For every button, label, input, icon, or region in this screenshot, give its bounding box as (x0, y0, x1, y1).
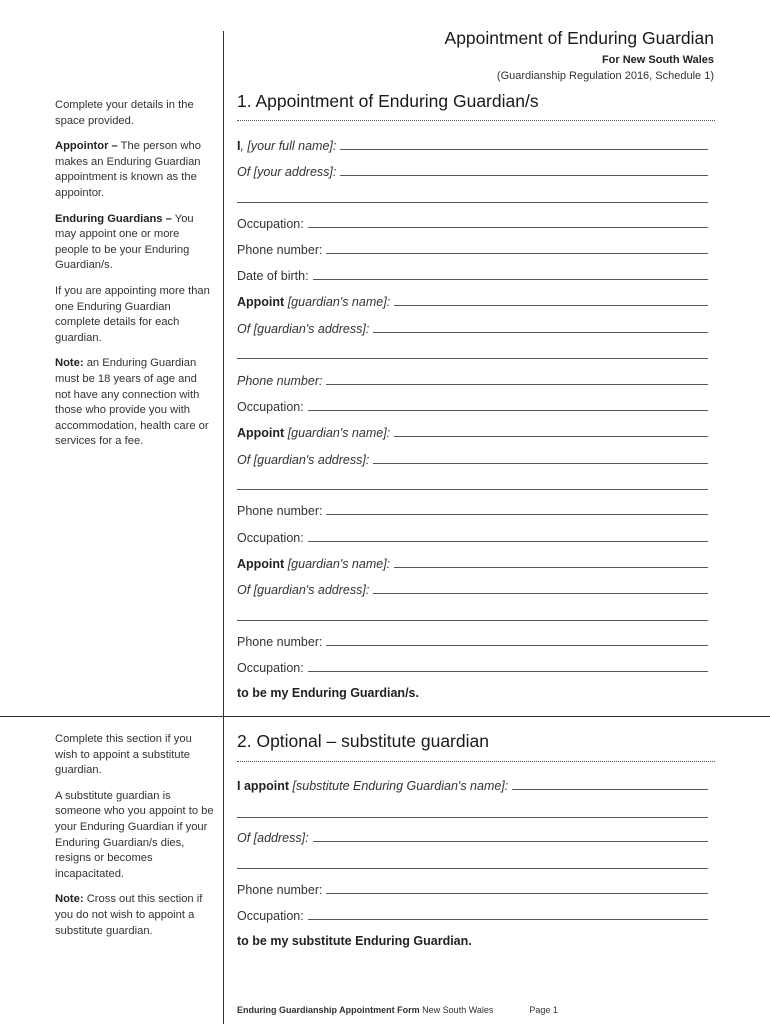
guardian-3-address-field[interactable]: Of [guardian's address]: (237, 580, 708, 597)
occupation-field[interactable]: Occupation: (237, 214, 708, 231)
substitute-phone-field[interactable]: Phone number: (237, 880, 708, 897)
sidebar-appointor: Appointor – The person who makes an Enduring Guardian appointment is known as the appointor. (55, 140, 201, 199)
form-header (445, 28, 714, 82)
your-address-field[interactable]: Of [your address]: (237, 162, 708, 179)
sidebar-2-note: Note: Cross out this section if you do not wish to appoint a substitute guardian. (55, 893, 203, 937)
guardian-3-occupation-field[interactable]: Occupation: (237, 658, 708, 675)
guardian-3-phone-field[interactable]: Phone number: (237, 632, 708, 649)
section-1-rule (237, 120, 715, 121)
substitute-address-field[interactable]: Of [address]: (237, 828, 708, 845)
guardian-3-name-field[interactable]: Appoint [guardian's name]: (237, 554, 708, 571)
section-divider (0, 716, 770, 717)
guardian-2-phone-field[interactable]: Phone number: (237, 501, 708, 518)
guardian-1-name-field[interactable]: Appoint [guardian's name]: (237, 292, 708, 309)
guardian-2-name-field[interactable]: Appoint [guardian's name]: (237, 423, 708, 440)
section-2-title: 2. Optional – substitute guardian (237, 731, 489, 751)
sidebar-2-desc: A substitute guardian is someone who you appoint to be your Enduring Guardian if your Enduring Guardian/s dies, resigns or becomes incapacitated. (55, 789, 214, 880)
sidebar-multiple: If you are appointing more than one Enduring Guardian complete details for each guardian. (55, 284, 210, 344)
guardian-1-address-line-2[interactable] (237, 358, 708, 359)
phone-field[interactable]: Phone number: (237, 240, 708, 257)
page-footer (237, 1005, 558, 1015)
footer-state: New South Wales (419, 1005, 494, 1015)
guardian-2-address-field[interactable]: Of [guardian's address]: (237, 450, 708, 467)
column-divider (223, 31, 224, 1024)
full-name-field[interactable]: I, [your full name]: (237, 136, 708, 153)
guardian-2-address-line-2[interactable] (237, 489, 708, 490)
sidebar-intro: Complete your details in the space provided. (55, 99, 194, 127)
sidebar-2-intro: Complete this section if you wish to appoint a substitute guardian. (55, 733, 192, 777)
form-regulation: (Guardianship Regulation 2016, Schedule 1) (496, 70, 714, 82)
form-title: Appointment of Enduring Guardian (444, 28, 714, 48)
substitute-name-field[interactable]: I appoint [substitute Enduring Guardian's name]: (237, 776, 708, 793)
guardian-2-occupation-field[interactable]: Occupation: (237, 528, 708, 545)
footer-form-name: Enduring Guardianship Appointment Form (237, 1005, 420, 1015)
guardian-3-address-line-2[interactable] (237, 620, 708, 621)
guardian-1-address-field[interactable]: Of [guardian's address]: (237, 319, 708, 336)
sidebar-note: Note: an Enduring Guardian must be 18 years of age and not have any connection with those who provide you with accommodation, health care or services for a fee. (55, 357, 209, 448)
sidebar-section-1 (55, 98, 215, 460)
substitute-name-line-2[interactable] (237, 817, 708, 818)
section-2-rule (237, 761, 715, 762)
footer-page-number: Page 1 (529, 1005, 558, 1015)
your-address-line-2[interactable] (237, 202, 708, 203)
guardian-1-phone-field[interactable]: Phone number: (237, 371, 708, 388)
form-subtitle: For New South Wales (601, 54, 714, 66)
section-2-closing: to be my substitute Enduring Guardian. (237, 934, 472, 948)
sidebar-guardians: Enduring Guardians – You may appoint one or more people to be your Enduring Guardian/s. (55, 212, 194, 272)
dob-field[interactable]: Date of birth: (237, 266, 708, 283)
guardian-1-occupation-field[interactable]: Occupation: (237, 397, 708, 414)
section-1-closing: to be my Enduring Guardian/s. (237, 686, 419, 700)
section-1-title: 1. Appointment of Enduring Guardian/s (237, 91, 539, 111)
substitute-address-line-2[interactable] (237, 868, 708, 869)
substitute-occupation-field[interactable]: Occupation: (237, 906, 708, 923)
sidebar-section-2 (55, 732, 215, 949)
